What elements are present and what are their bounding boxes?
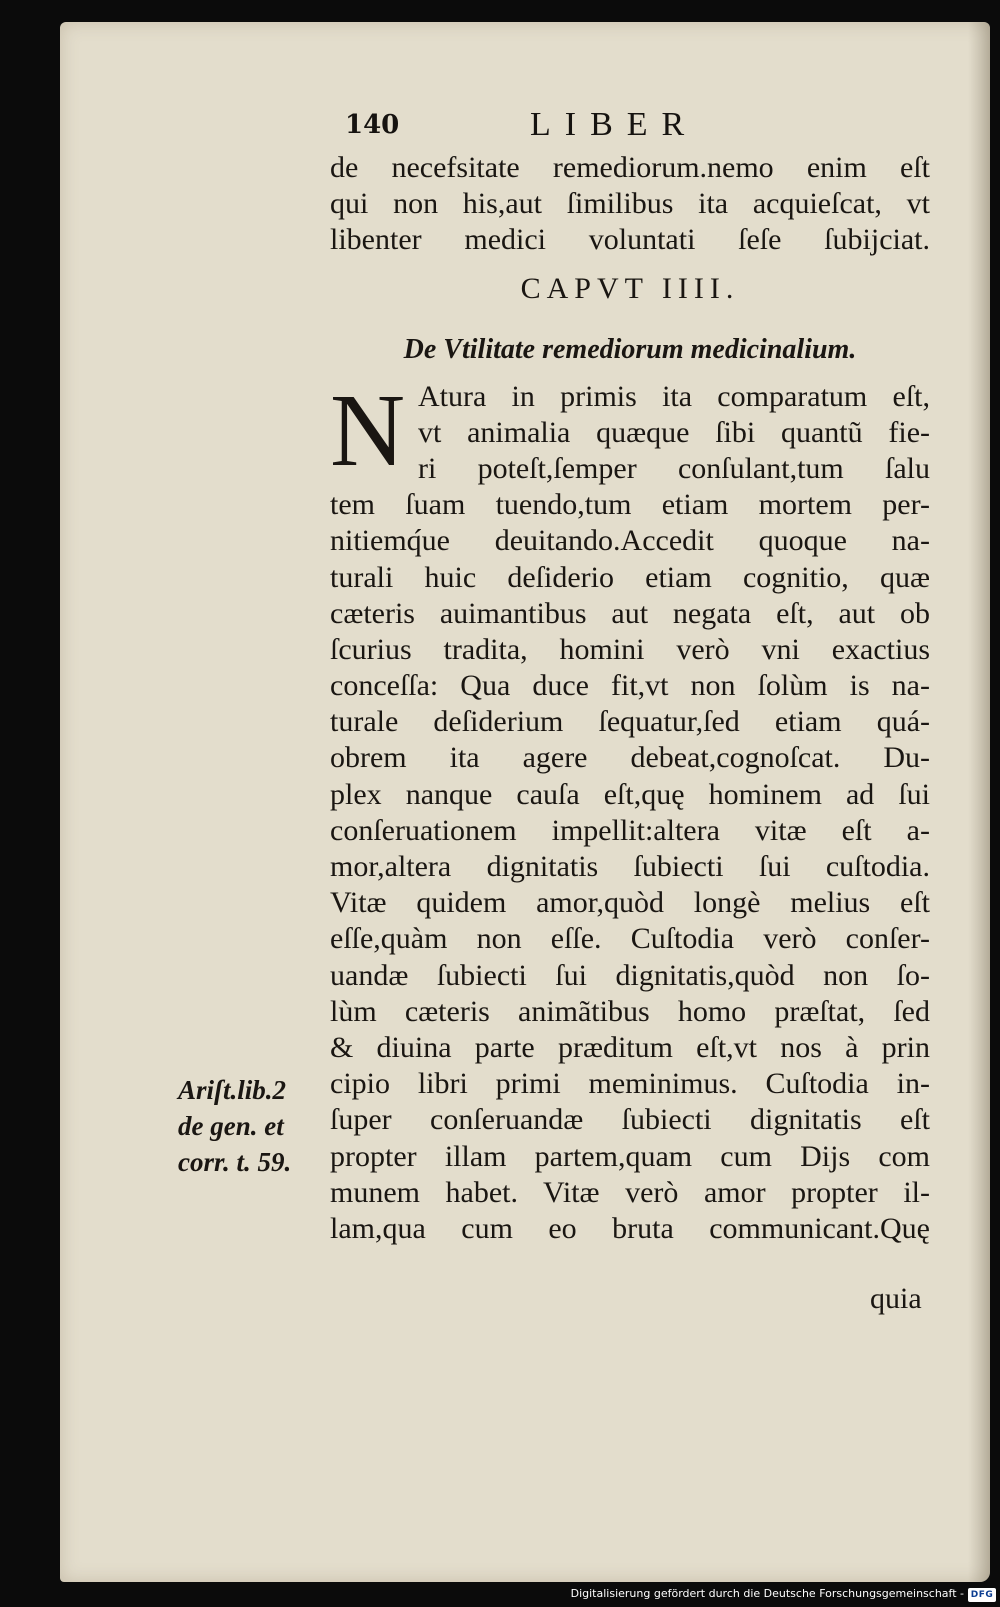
text-line: propter illam partem,quam cum Dijs com — [330, 1139, 930, 1173]
text-line: libenter medici voluntati ſeſe ſubijciat. — [330, 223, 930, 257]
text-line: munem habet. Vitæ verò amor propter il- — [330, 1175, 930, 1209]
dfg-logo-icon: DFG — [968, 1588, 996, 1602]
text-line: vt animalia quæque ſibi quantũ fie- — [418, 415, 930, 449]
text-line: uandæ ſubiecti ſui dignitatis,quòd non ſo- — [330, 958, 930, 992]
text-line: eſſe,quàm non eſſe. Cuſtodia verò conſer- — [330, 922, 930, 956]
book-page — [60, 22, 990, 1582]
main-text — [330, 150, 930, 1247]
text-line: qui non his,aut ſimilibus ita acquieſcat, vt — [330, 187, 930, 221]
page-edge-shadow — [968, 22, 990, 1582]
text-line: de necefsitate remediorum.nemo enim eſt — [330, 151, 930, 184]
text-line: Vitæ quidem amor,quòd longè melius eſt — [330, 886, 930, 920]
catchword: quia — [870, 1282, 922, 1315]
page-number: 140 — [345, 110, 400, 140]
text-line: cipio libri primi meminimus. Cuſtodia in- — [330, 1067, 930, 1101]
marginal-note-line: de gen. et — [178, 1111, 284, 1141]
running-title: LIBER — [530, 106, 699, 143]
marginal-note — [178, 1072, 328, 1180]
text-line: ri poteſt,ſemper conſulant,tum ſalu — [418, 451, 930, 485]
drop-cap-initial: N — [330, 372, 406, 488]
text-line: obrem ita agere debeat,cognoſcat. Du- — [330, 741, 930, 775]
chapter-heading: CAPVT IIII. — [520, 271, 740, 305]
text-line: plex nanque cauſa eſt,quę hominem ad ſui — [330, 777, 930, 811]
text-line: ſcurius tradita, homini verò vni exactius — [330, 632, 930, 666]
text-line: mor,altera dignitatis ſubiecti ſui cuſtodia. — [330, 850, 930, 883]
text-line: conſeruationem impellit:altera vitæ eſt a- — [330, 813, 930, 847]
text-line: tem ſuam tuendo,tum etiam mortem per- — [330, 488, 930, 522]
marginal-note-line: corr. t. 59. — [178, 1147, 292, 1177]
text-line: nitiemq́ue deuitando.Accedit quoque na- — [330, 524, 930, 558]
text-line: turali huic deſiderio etiam cognitio, quæ — [330, 560, 930, 594]
text-line: & diuina parte præditum eſt,vt nos à prin — [330, 1030, 930, 1064]
text-line: lam,qua cum eo bruta communicant.Quę — [330, 1211, 930, 1245]
text-line: turale deſiderium ſequatur,ſed etiam quá- — [330, 705, 930, 739]
funding-credit: Digitalisierung gefördert durch die Deutsche Forschungsgemeinschaft - — [570, 1587, 964, 1600]
text-line: conceſſa: Qua duce fit,vt non ſolùm is na- — [330, 669, 930, 703]
text-line: cæteris auimantibus aut negata eſt, aut ob — [330, 596, 930, 630]
footer-bar — [0, 1585, 1000, 1607]
text-line: ſuper conſeruandæ ſubiecti dignitatis eſt — [330, 1103, 930, 1137]
text-line: lùm cæteris animãtibus homo præſtat, ſed — [330, 994, 930, 1028]
chapter-subtitle: De Vtilitate remediorum medicinalium. — [403, 333, 857, 365]
text-line: Atura in primis ita comparatum eſt, — [418, 379, 930, 413]
marginal-note-line: Ariſt.lib.2 — [178, 1075, 287, 1105]
